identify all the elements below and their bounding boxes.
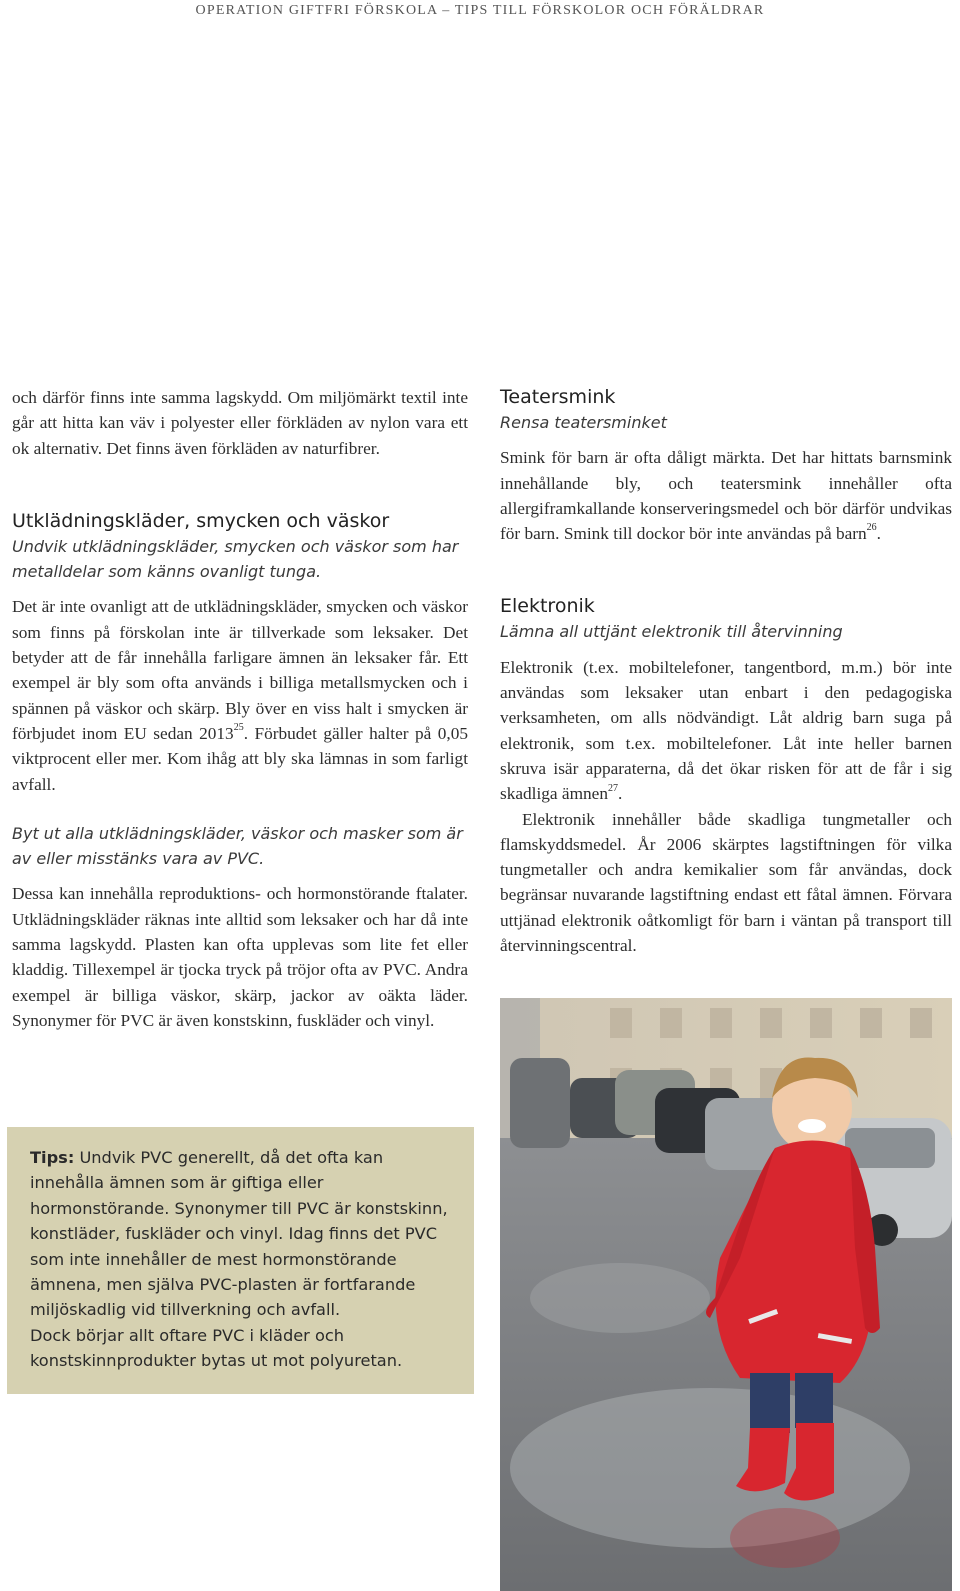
footnote-ref-25: 25 xyxy=(233,722,244,734)
photo-child-red-raincoat xyxy=(500,998,952,1591)
footnote-ref-26: 26 xyxy=(866,522,877,534)
section-heading-elektronik: Elektronik xyxy=(500,595,595,618)
section-subheading-elektronik: Lämna all uttjänt elektronik till återvinning xyxy=(500,622,843,642)
section-heading-dressup: Utklädningskläder, smycken och väskor xyxy=(12,509,390,532)
elektronik-paragraph-2: Elektronik innehåller både skadliga tungmetaller och flamskyddsmedel. År 2006 skärptes lagstiftningen för vilka tungmetaller och andra kemikalier som får användas, dock begränsar nuvarande lagstiftning endast ett fåtal ämnen. Förvara uttjänad elektronik oåtkomligt för barn i väntan på transport till återvinningscentral. xyxy=(500,809,952,956)
dressup-paragraph: Det är inte ovanligt att de utklädningskläder, smycken och väskor som finns på förskolan inte är tillverkade som leksaker. Det betyder att de får innehålla farligare ämnen än leksaker får. Ett exempel är bly som ofta används i billiga metallsmycken och i spännen på väskor och skärp. Bly över en viss halt i smycken är förbjudet inom EU sedan 2013$^{25}$. Förbudet gäller halter på 0,05 viktprocent eller mer. Kom ihåg att bly ska lämnas in som farligt avfall. xyxy=(12,597,468,794)
section-subheading-teatersmink: Rensa teatersminket xyxy=(500,413,667,432)
elektronik-paragraph-1: Elektronik (t.ex. mobiltelefoner, tangentbord, m.m.) bör inte användas som leksaker utan enbart i den pedagogiska verksamheten, om alls nödvändigt. Låt aldrig barn suga på elektronik, som t.ex. mobiltelefoner. Låt inte heller barnen skruva isär apparaterna, då det ökar risken för att de får i sig skadliga ämnen$^{27}$. xyxy=(500,657,952,804)
intro-paragraph: och därför finns inte samma lagskydd. Om miljömärkt textil inte går att hitta kan väv i polyester eller förkläden av nylon vara ett ok alternativ. Det finns även förkläden av naturfibrer. xyxy=(12,388,468,458)
teatersmink-paragraph: Smink för barn är ofta dåligt märkta. Det har hittats barnsmink innehållande bly, och teatersmink innehåller ofta allergiframkallande konserveringsmedel och bör därför undvikas för barn. Smink till dockor bör inte användas på barn$^{26}$. xyxy=(500,448,952,544)
tips-text: Tips: Undvik PVC generellt, då det ofta kan innehålla ämnen som är giftiga eller hormonstörande. Synonymer till PVC är konstskinn, konstläder, fuskläder och vinyl. Idag finns det PVC som inte innehåller de mest hormonstörande ämnena, men själva PVC-plasten är fortfarande miljöskadlig vid tillverkning och avfall. xyxy=(30,1148,448,1320)
pvc-paragraph: Dessa kan innehålla reproduktions- och hormonstörande ftalater. Utklädningskläder räknas inte alltid som leksaker och har då inte samma lagskydd. Plasten kan ofta upplevas som lite fet eller kladdig. Tillexempel är tjocka tryck på tröjor ofta av PVC. Andra exempel är billiga väskor, skärp, jackor av oäkta läder. Synonymer för PVC är även konstskinn, fuskläder och vinyl. xyxy=(12,884,468,1030)
section-subheading-dressup: Undvik utklädningskläder, smycken och väskor som har metalldelar som känns ovanligt tunga. xyxy=(12,536,459,582)
tips-box xyxy=(7,1127,474,1394)
section-heading-teatersmink: Teatersmink xyxy=(500,386,616,408)
tips-label: Tips: xyxy=(30,1148,75,1167)
right-column xyxy=(500,385,952,958)
footnote-ref-27: 27 xyxy=(607,782,618,794)
tips-text-2: Dock börjar allt oftare PVC i kläder och konstskinnprodukter bytas ut mot polyuretan. xyxy=(30,1325,403,1371)
left-column xyxy=(12,385,468,1033)
pvc-subheading: Byt ut alla utklädningskläder, väskor och masker som är av eller misstänks vara av PVC. xyxy=(12,823,463,869)
photo-illustration xyxy=(500,998,952,1591)
running-header: OPERATION GIFTFRI FÖRSKOLA – TIPS TILL FÖRSKOLOR OCH FÖRÄLDRAR xyxy=(195,3,765,18)
